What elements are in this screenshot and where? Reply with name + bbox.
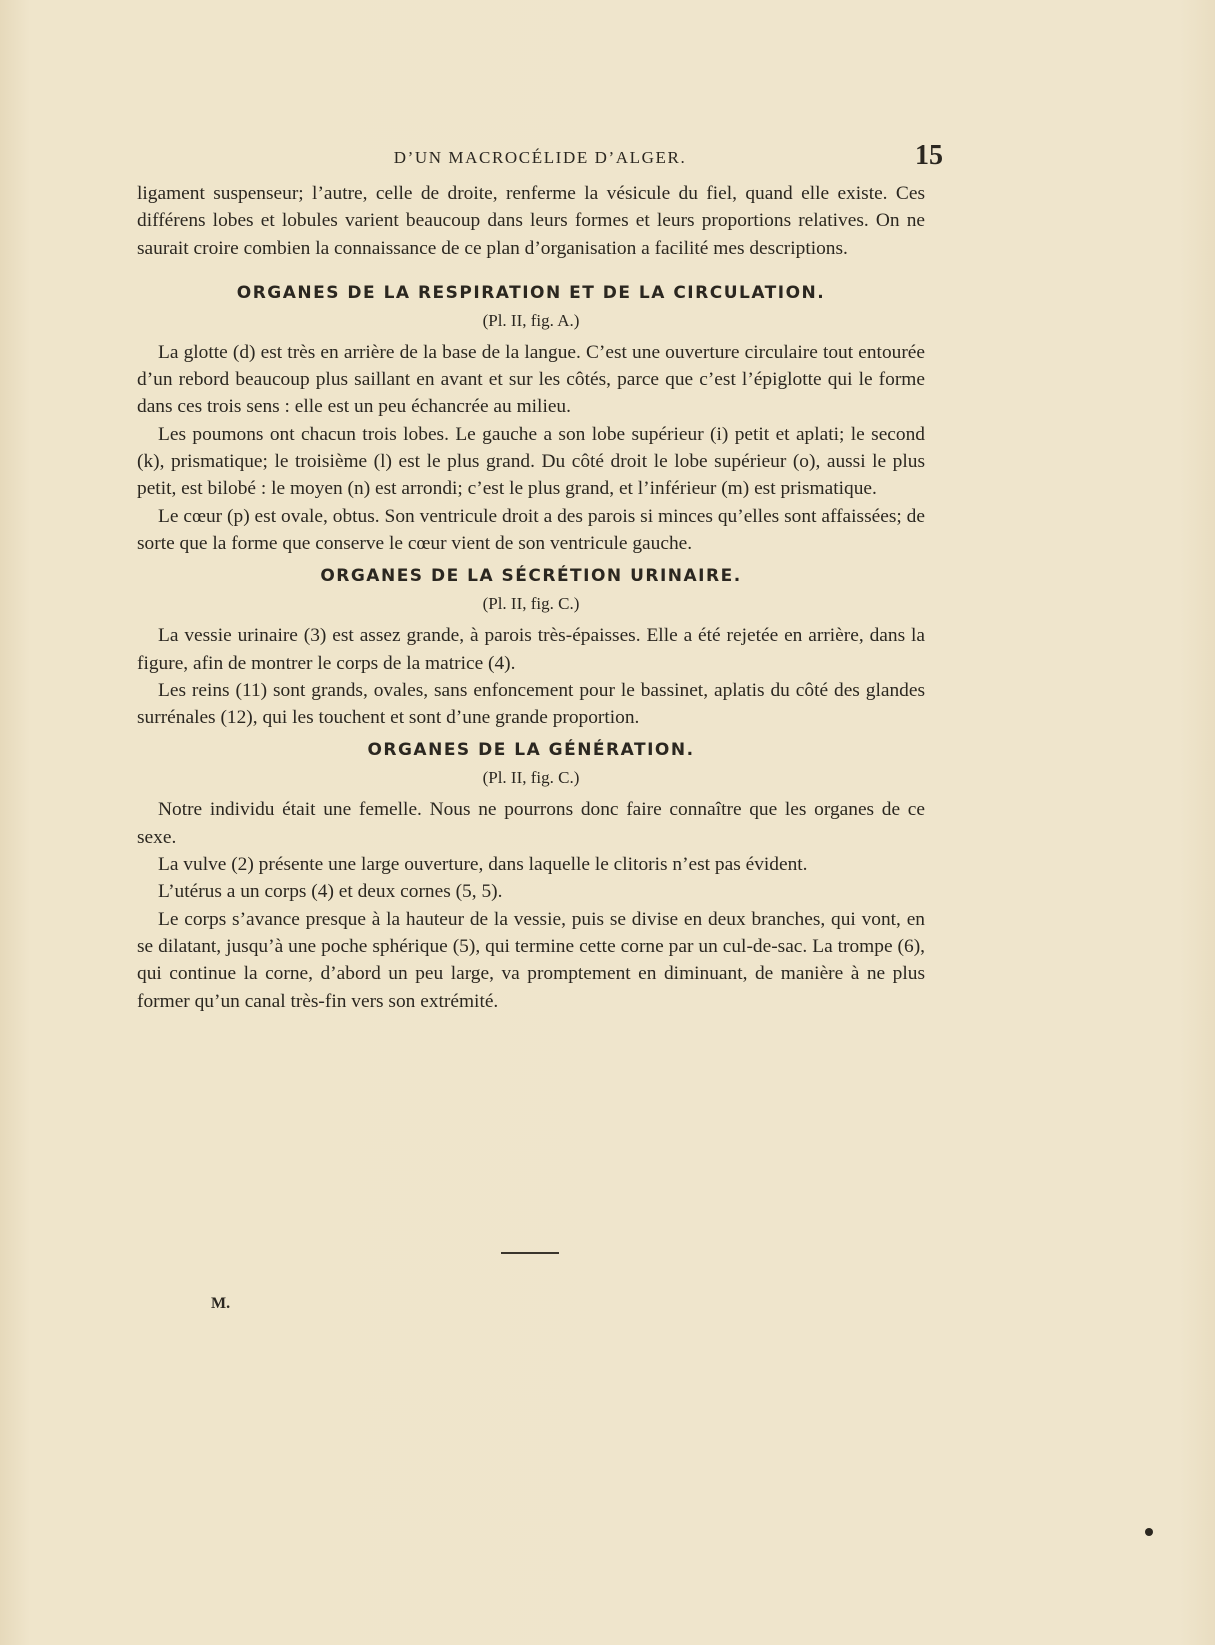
intro-paragraph: ligament suspenseur; l’autre, celle de droite, renferme la vésicule du fiel, quand elle existe. Ces différens lobes et lobules varient beaucoup dans leurs formes et leurs proportions relatives. On ne saurait croire combien la connaissance de ce plan d’organisation a facilité mes descriptions. <box>137 183 925 259</box>
page-number: 15 <box>915 140 943 171</box>
paragraph-corps: Le corps s’avance presque à la hauteur de la vessie, puis se divise en deux branches, qui vont, en se dilatant, jusqu’à une poche sphérique (5), qui termine cette corne par un cul-de-sac. La trompe (6), qui continue la corne, d’abord un peu large, va promptement en diminuant, de manière à ne plus former qu’un canal très-fin vers son extrémité. <box>137 908 925 1012</box>
section-title-urinaire: ORGANES DE LA SÉCRÉTION URINAIRE. <box>320 566 742 587</box>
section-title-respiration: ORGANES DE LA RESPIRATION ET DE LA CIRCULATION. <box>236 282 826 303</box>
paragraph-uterus: L’utérus a un corps (4) et deux cornes (5, 5). <box>158 881 503 903</box>
paragraph-individu: Notre individu était une femelle. Nous ne pourrons donc faire connaître que les organes de ce sexe. <box>137 799 925 848</box>
section-ref-respiration: (Pl. II, fig. A.) <box>482 310 580 330</box>
paragraph-coeur: Le cœur (p) est ovale, obtus. Son ventricule droit a des parois si minces qu’elles sont affaissées; de sorte que la forme que conserve le cœur vient de son ventricule gauche. <box>137 505 925 554</box>
paragraph-reins: Les reins (11) sont grands, ovales, sans enfoncement pour le bassinet, aplatis du côté des glandes surrénales (12), qui les touchent et sont d’une grande proportion. <box>137 679 925 729</box>
paragraph-vessie: La vessie urinaire (3) est assez grande, à parois très-épaisses. Elle a été rejetée en arrière, dans la figure, afin de montrer le corps de la matrice (4). <box>137 625 925 674</box>
paragraph-poumons: Les poumons ont chacun trois lobes. Le gauche a son lobe supérieur (i) petit et aplati; le second (k), prismatique; le troisième (l) est le plus grand. Du côté droit le lobe supérieur (o), aussi le plus petit, est bilobé : le moyen (n) est arrondi; c’est le plus grand, et l’inférieur (m) est prismatique. <box>137 423 925 500</box>
closing-rule <box>501 1252 559 1254</box>
section-ref-urinaire: (Pl. II, fig. C.) <box>482 594 580 614</box>
paragraph-vulve: La vulve (2) présente une large ouverture, dans laquelle le clitoris n’est pas évident. <box>158 854 808 876</box>
paragraph-glotte: La glotte (d) est très en arrière de la base de la langue. C’est une ouverture circulaire tout entourée d’un rebord beaucoup plus saillant en avant et sur les côtés, parce que c’est l’épiglotte qui le forme dans ces trois sens : elle est un peu échancrée au milieu. <box>137 341 925 418</box>
running-title: D’UN MACROCÉLIDE D’ALGER. <box>393 148 687 167</box>
section-title-generation: ORGANES DE LA GÉNÉRATION. <box>367 740 695 761</box>
section-ref-generation: (Pl. II, fig. C.) <box>482 768 580 788</box>
page-body <box>137 180 925 1015</box>
author-signature: M. <box>211 1295 231 1312</box>
page-mark-dot <box>1145 1528 1153 1536</box>
page-header <box>137 140 943 174</box>
